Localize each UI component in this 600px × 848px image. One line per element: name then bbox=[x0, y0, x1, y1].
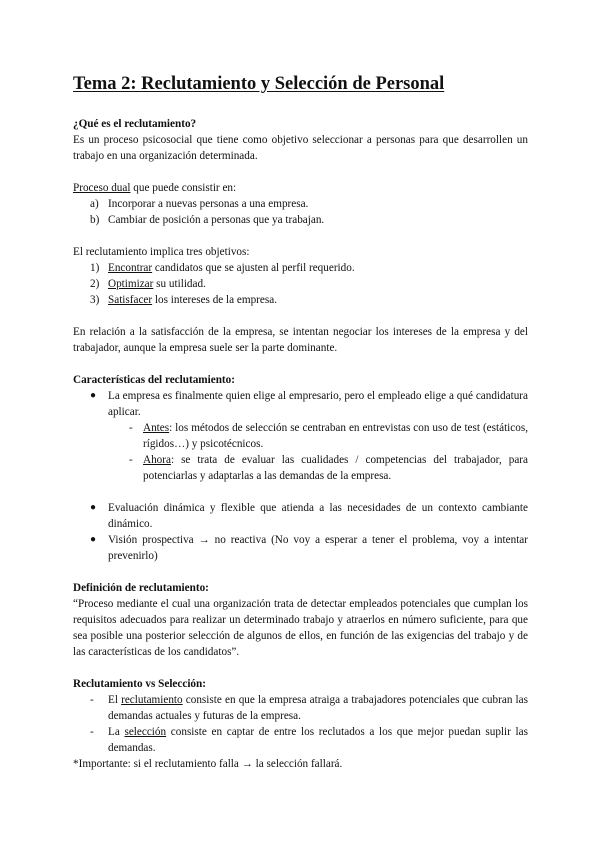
bullet-icon: ● bbox=[90, 534, 97, 545]
list-item bbox=[73, 260, 528, 276]
list-marker: 2) bbox=[90, 278, 100, 290]
bullet-text: Visión prospectiva → no reactiva (No voy a esperar a tener el problema, voy a intentar prevenirlo) bbox=[108, 534, 528, 562]
sub-list-item bbox=[73, 452, 528, 484]
list-item bbox=[73, 692, 528, 724]
bullet-item bbox=[73, 500, 528, 532]
objective-text: su utilidad. bbox=[153, 278, 206, 290]
section-heading-what-is: ¿Qué es el reclutamiento? bbox=[73, 118, 197, 130]
sub-list-item bbox=[73, 420, 528, 452]
dash-marker: - bbox=[90, 694, 94, 706]
section-heading-definition: Definición de reclutamiento: bbox=[73, 582, 209, 594]
document-page bbox=[73, 72, 528, 772]
objective-term: Optimizar bbox=[108, 278, 154, 290]
list-item bbox=[73, 724, 528, 756]
bullet-item bbox=[73, 388, 528, 420]
dash-marker: - bbox=[129, 422, 133, 434]
item-prefix: El bbox=[108, 694, 122, 706]
item-term: selección bbox=[124, 726, 167, 738]
list-item-text: Cambiar de posición a personas que ya trabajan. bbox=[108, 214, 325, 226]
dash-marker: - bbox=[129, 454, 133, 466]
definition-quote: “Proceso mediante el cual una organización trata de detectar empleados potenciales que cumplan los requisitos adecuados para realizar un determinado trabajo y atraerlos en número suficiente, para que sea posible una posterior selección de algunos de ellos, en función de las exigencias del trabajo y de las características de los candidatos”. bbox=[73, 598, 528, 658]
bullet-text: La empresa es finalmente quien elige al empresario, pero el empleado elige a qué candidatura aplicar. bbox=[108, 390, 528, 418]
dual-process-rest: que puede consistir en: bbox=[130, 182, 237, 194]
sub-item-text: : se trata de evaluar las cualidades / competencias del trabajador, para potenciarlas y adaptarlas a las demandas de la empresa. bbox=[143, 454, 528, 482]
list-item bbox=[73, 276, 528, 292]
list-marker: 3) bbox=[90, 294, 100, 306]
dual-process-intro bbox=[73, 180, 528, 196]
list-item bbox=[73, 292, 528, 308]
sub-item-term: Antes bbox=[143, 422, 170, 434]
objective-text: candidatos que se ajusten al perfil requerido. bbox=[152, 262, 355, 274]
objective-text: los intereses de la empresa. bbox=[152, 294, 277, 306]
definition-paragraph: Es un proceso psicosocial que tiene como objetivo seleccionar a personas para que desarrollen un trabajo en una organización determinada. bbox=[73, 134, 528, 162]
list-item bbox=[73, 196, 528, 212]
list-marker: b) bbox=[90, 214, 100, 226]
bullet-item bbox=[73, 532, 528, 564]
dash-marker: - bbox=[90, 726, 94, 738]
list-marker: a) bbox=[90, 198, 99, 210]
list-marker: 1) bbox=[90, 262, 100, 274]
important-note: *Importante: si el reclutamiento falla → la selección fallará. bbox=[73, 758, 343, 770]
bullet-icon: ● bbox=[90, 390, 97, 401]
item-text: consiste en que la empresa atraiga a trabajadores potenciales que cubran las demandas actuales y futuras de la empresa. bbox=[108, 694, 528, 722]
page-title: Tema 2: Reclutamiento y Selección de Personal bbox=[73, 74, 445, 94]
satisfaction-paragraph: En relación a la satisfacción de la empresa, se intentan negociar los intereses de la empresa y del trabajador, aunque la empresa suele ser la parte dominante. bbox=[73, 326, 528, 354]
item-text: consiste en captar de entre los reclutados a los que mejor puedan suplir las demandas. bbox=[108, 726, 528, 754]
list-item bbox=[73, 212, 528, 228]
objective-term: Satisfacer bbox=[108, 294, 153, 306]
objective-term: Encontrar bbox=[108, 262, 153, 274]
bullet-icon: ● bbox=[90, 502, 97, 513]
item-term: reclutamiento bbox=[121, 694, 183, 706]
dual-process-term: Proceso dual bbox=[73, 182, 131, 194]
bullet-text: Evaluación dinámica y flexible que atienda a las necesidades de un contexto cambiante dinámico. bbox=[108, 502, 528, 530]
objectives-intro: El reclutamiento implica tres objetivos: bbox=[73, 246, 250, 258]
section-heading-vs: Reclutamiento vs Selección: bbox=[73, 678, 206, 690]
section-heading-characteristics: Características del reclutamiento: bbox=[73, 374, 235, 386]
sub-item-term: Ahora bbox=[143, 454, 171, 466]
item-prefix: La bbox=[108, 726, 125, 738]
list-item-text: Incorporar a nuevas personas a una empresa. bbox=[108, 198, 309, 210]
sub-item-text: : los métodos de selección se centraban en entrevistas con uso de test (estáticos, rígidos…) y psicotécnicos. bbox=[143, 422, 528, 450]
